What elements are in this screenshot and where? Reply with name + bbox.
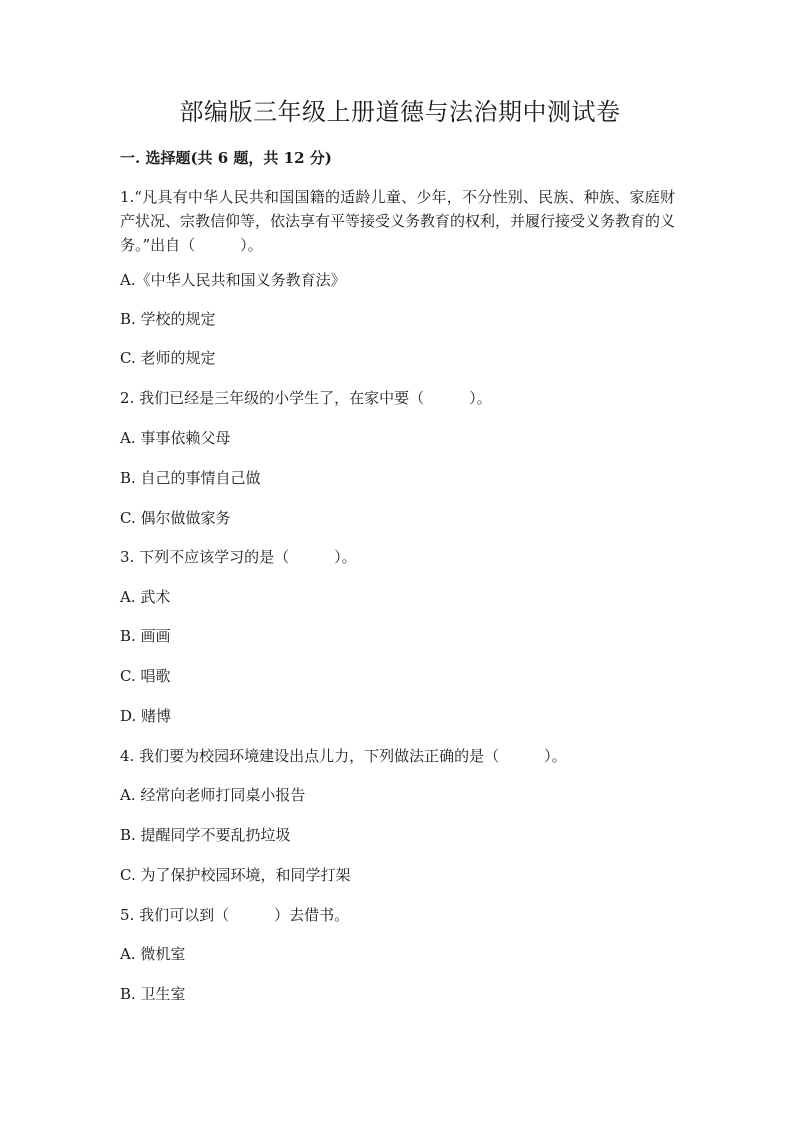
page-title: 部编版三年级上册道德与法治期中测试卷 — [179, 98, 621, 126]
question-2-option-b: B. 自己的事情自己做 — [120, 469, 261, 487]
question-5-option-b: B. 卫生室 — [120, 985, 186, 1003]
question-3-stem: 3. 下列不应该学习的是（ ）。 — [120, 548, 357, 566]
question-4-option-c: C. 为了保护校园环境，和同学打架 — [120, 866, 351, 884]
question-4-option-a: A. 经常向老师打同桌小报告 — [120, 786, 306, 804]
question-1-option-a: A.《中华人民共和国义务教育法》 — [120, 271, 346, 289]
question-4-stem: 4. 我们要为校园环境建设出点儿力，下列做法正确的是（ ）。 — [120, 747, 567, 765]
question-4-option-b: B. 提醒同学不要乱扔垃圾 — [120, 826, 291, 844]
question-1-option-c: C. 老师的规定 — [120, 349, 216, 367]
question-3-option-b: B. 画画 — [120, 627, 171, 645]
question-2-option-a: A. 事事依赖父母 — [120, 429, 231, 447]
question-2-option-c: C. 偶尔做做家务 — [120, 509, 231, 527]
question-3-option-c: C. 唱歌 — [120, 667, 171, 685]
question-1-stem: 1.“凡具有中华人民共和国国籍的适龄儿童、少年，不分性别、民族、种族、家庭财产状况、宗教信仰等，依法享有平等接受义务教育的权利，并履行接受义务教育的义务。”出自（ ）。 — [120, 188, 676, 254]
question-1-option-b: B. 学校的规定 — [120, 310, 216, 328]
question-5-stem: 5. 我们可以到（ ）去借书。 — [120, 906, 350, 924]
question-2-stem: 2. 我们已经是三年级的小学生了，在家中要（ ）。 — [120, 389, 492, 407]
section-heading: 一. 选择题(共 6 题，共 12 分) — [120, 149, 332, 167]
question-3-option-a: A. 武术 — [120, 588, 171, 606]
question-3-option-d: D. 赌博 — [120, 707, 172, 725]
question-5-option-a: A. 微机室 — [120, 945, 186, 963]
